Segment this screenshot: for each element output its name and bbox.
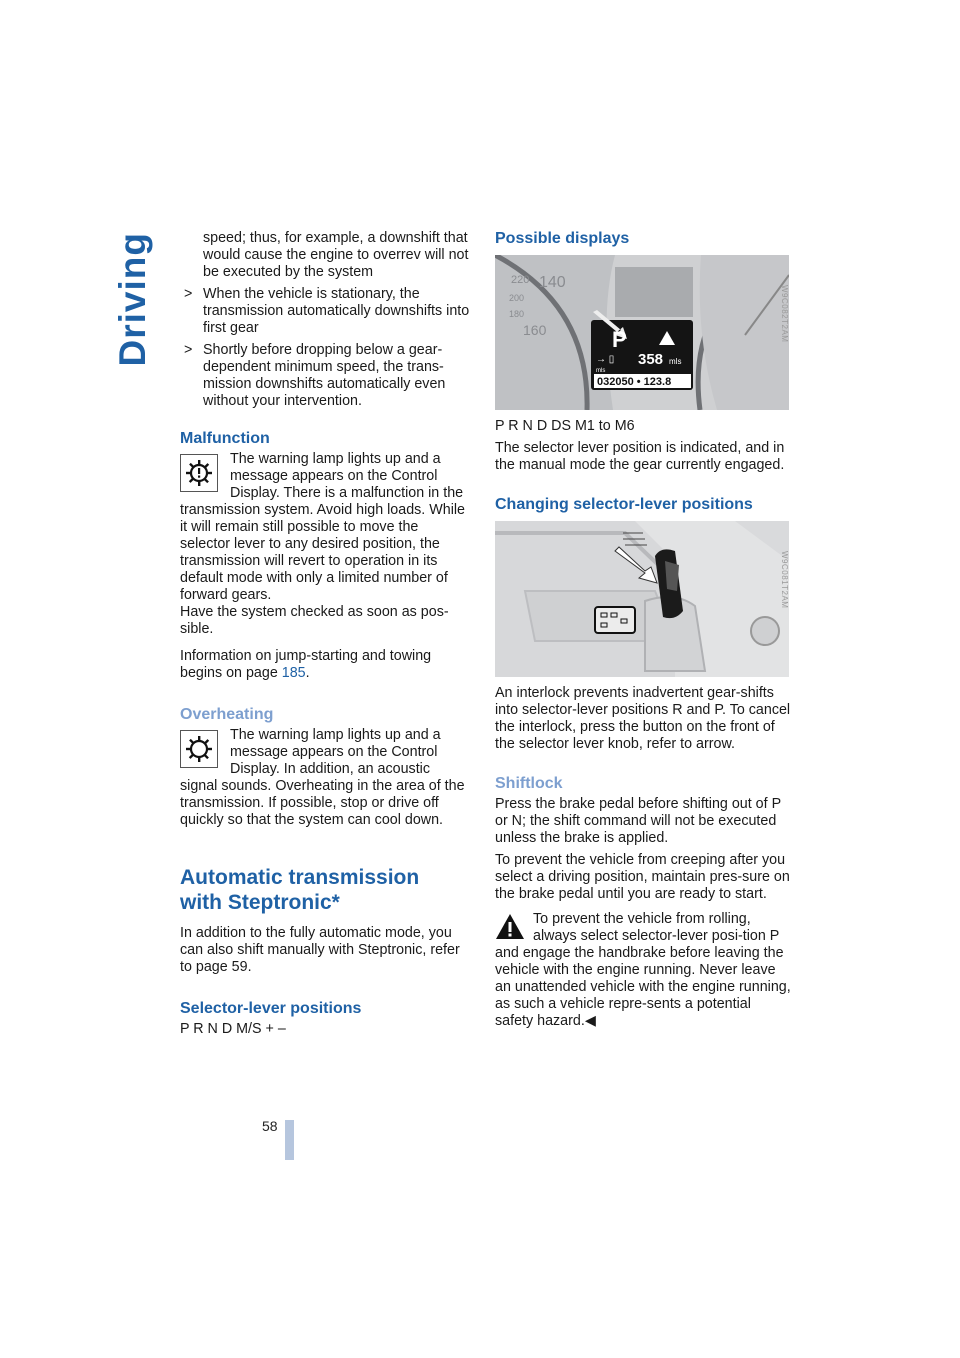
selector-heading: Selector-lever positions: [180, 1000, 362, 1017]
overheating-heading: Overheating: [180, 706, 274, 723]
automatic-text: In addition to the fully automatic mode, you can also shift manually with Steptronic, refer to page 59.: [180, 925, 460, 975]
info-text: Information on jump-starting and towing begins on page 185.: [180, 648, 432, 681]
malfunction-heading: Malfunction: [180, 430, 270, 447]
figure-code: W9C082T2AM: [780, 285, 789, 343]
bullet-text: Shortly before dropping below a gear-dependent minimum speed, the trans-mission downshifts automatically even without your intervention.: [203, 342, 446, 409]
shiftlock-text-2: To prevent the vehicle from creeping after you select a driving position, maintain pres-sure on the brake pedal until you are ready to start.: [495, 852, 790, 902]
changing-positions-heading: Changing selector-lever positions: [495, 496, 753, 513]
svg-text:200: 200: [509, 293, 525, 303]
warning-text: To prevent the vehicle from rolling, always select selector-lever posi-tion P and engage the handbrake before leaving the vehicle with the engine running. Never leave an unattended vehicle with the engine running, as such a vehicle repre-sents a potential safety hazard.: [495, 911, 791, 1029]
continued-text: speed; thus, for example, a downshift that would cause the engine to overrev will not be executed by the system: [203, 230, 469, 280]
bullet-text: When the vehicle is stationary, the transmission automatically downshifts into first gear: [203, 286, 470, 336]
svg-text:P: P: [612, 327, 627, 352]
svg-text:358: 358: [638, 351, 664, 368]
malfunction-check-text: Have the system checked as soon as pos-sible.: [180, 604, 449, 637]
selector-positions-text: P R N D M/S + –: [180, 1021, 286, 1037]
page-marker-bar: [285, 1120, 294, 1160]
automatic-transmission-heading: Automatic transmission with Steptronic*: [180, 866, 420, 914]
instrument-cluster-illustration: [495, 255, 789, 410]
overheating-text: The warning lamp lights up and a message appears on the Control Display. In addition, an acoustic signal sounds. Overheating in the area of the transmission. If possible, stop or drive off quickly so that the system can cool down.: [180, 727, 465, 828]
warning-triangle-icon: [495, 913, 525, 940]
bullet-marker: >: [184, 286, 193, 302]
shiftlock-text-1: Press the brake pedal before shifting out of P or N; the shift command will not be executed unless the brake is applied.: [495, 796, 781, 846]
shiftlock-heading: Shiftlock: [495, 775, 563, 792]
interlock-text: An interlock prevents inadvertent gear-shifts into selector-lever positions R and P. To cancel the interlock, press the button on the front of the selector lever knob, refer to arrow.: [495, 685, 791, 752]
instrument-cluster-figure: [495, 255, 789, 410]
svg-text:→ ▯: → ▯: [596, 354, 615, 365]
list-item: [180, 342, 470, 410]
svg-text:220: 220: [511, 274, 530, 286]
end-of-section-mark: ◀: [584, 1013, 596, 1029]
bullet-marker: >: [184, 342, 193, 358]
figure-code: W9C081T2AM: [780, 551, 789, 609]
svg-text:180: 180: [509, 309, 525, 319]
malfunction-note: [180, 451, 470, 604]
list-item: [180, 286, 470, 337]
overheating-note: [180, 727, 470, 829]
svg-text:mls: mls: [596, 368, 606, 374]
displays-positions-text: P R N D DS M1 to M6: [495, 418, 635, 434]
displays-description: The selector lever position is indicated, and in the manual mode the gear currently engaged.: [495, 440, 785, 473]
svg-text:032050 • 123.8: 032050 • 123.8: [597, 376, 672, 388]
chapter-side-title: Driving: [112, 232, 153, 367]
right-column: [495, 230, 791, 1030]
gear-warning-icon: [180, 454, 218, 492]
malfunction-text: The warning lamp lights up and a message appears on the Control Display. There is a malfunction in the transmission system. Avoid high loads. While it will remain still possible to move the selector lever to any desired position, the transmission will revert to operation in its default mode with only a limited number of forward gears.: [180, 451, 466, 603]
left-column: [180, 230, 470, 1043]
page-number: 58: [262, 1118, 278, 1134]
svg-text:160: 160: [523, 322, 547, 338]
page-link-185[interactable]: 185: [281, 665, 306, 681]
shiftlock-warning: [495, 911, 791, 1030]
selector-lever-figure: [495, 521, 789, 677]
selector-lever-illustration: [495, 521, 789, 677]
svg-text:140: 140: [539, 274, 566, 291]
gear-warning-icon: [180, 730, 218, 768]
possible-displays-heading: Possible displays: [495, 230, 630, 247]
svg-text:mls: mls: [669, 357, 682, 366]
